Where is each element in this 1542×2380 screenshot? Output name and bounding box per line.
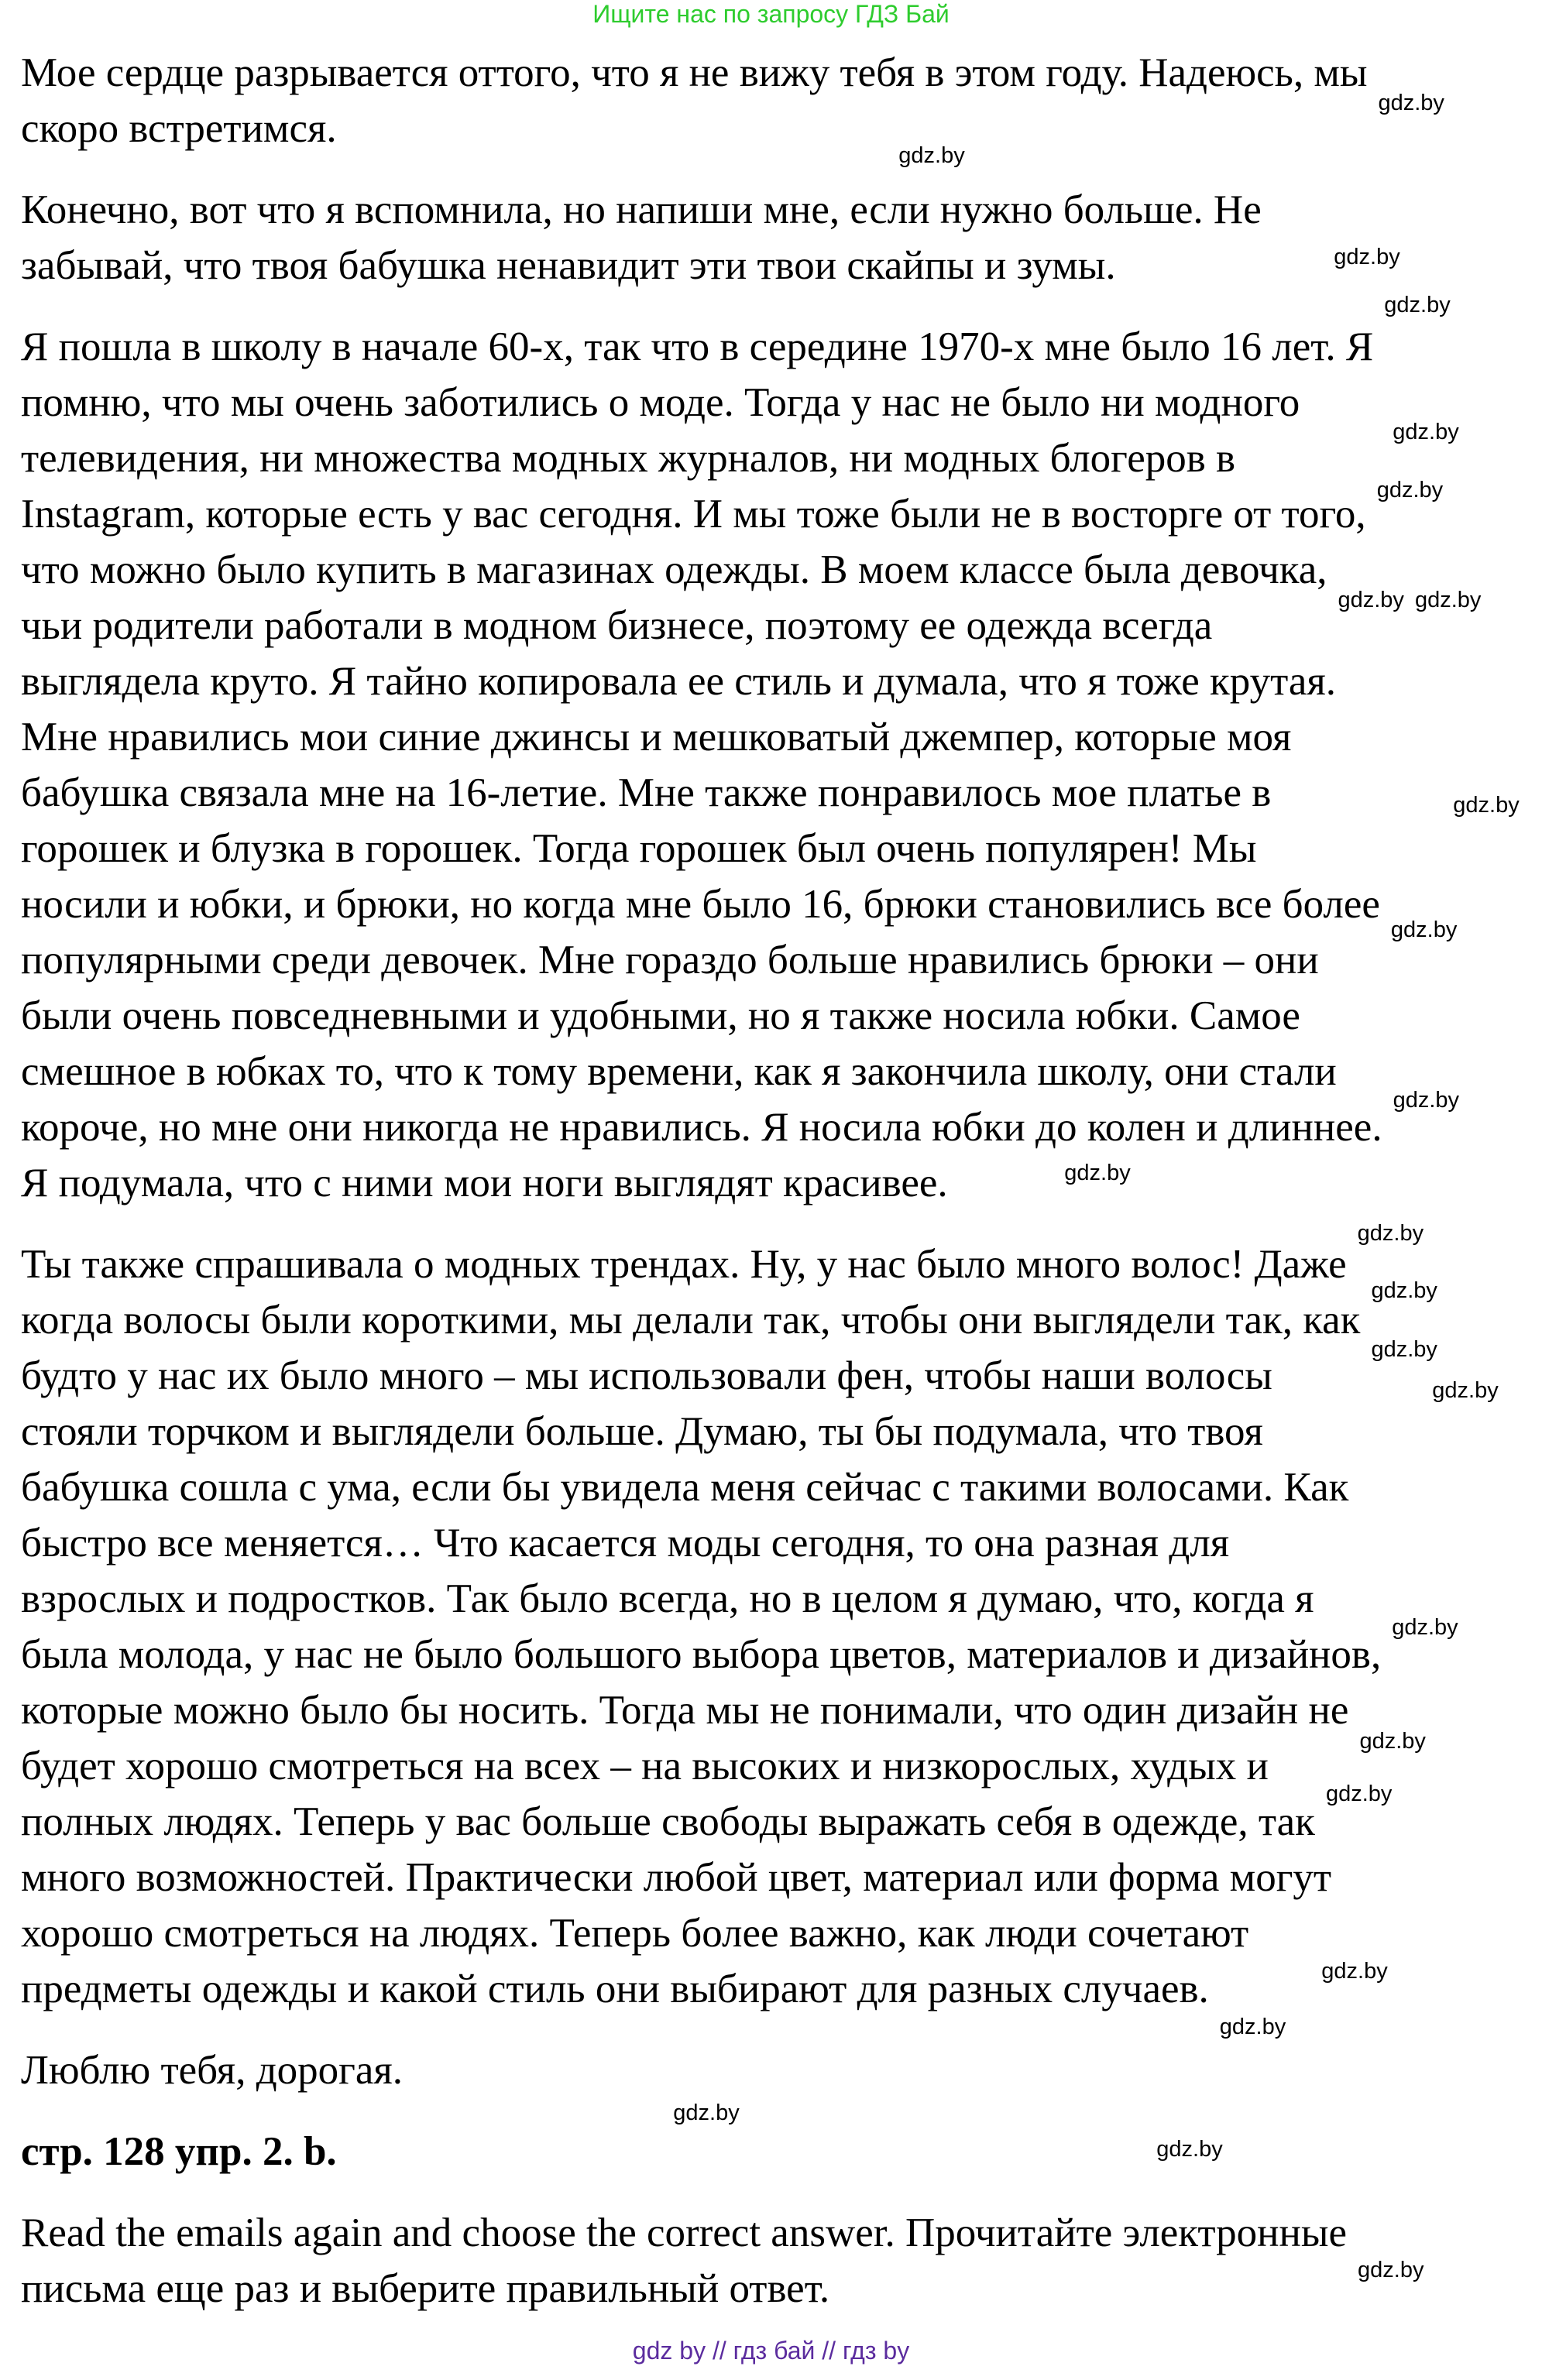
watermark-text: gdz.by <box>1358 2258 1424 2282</box>
text-line: которые можно было бы носить. Тогда мы не понимали, что один дизайн не <box>21 1688 1349 1733</box>
watermark-text: gdz.by <box>1378 91 1444 115</box>
paragraph <box>21 182 1531 293</box>
paragraph <box>21 2205 1531 2317</box>
text-line: будет хорошо смотреться на всех – на высоких и низкорослых, худых и <box>21 1744 1269 1788</box>
text-line: бабушка связала мне на 16-летие. Мне также понравилось мое платье в <box>21 770 1272 815</box>
exercise-heading <box>21 2124 1531 2179</box>
text-line: стояли торчком и выглядели больше. Думаю, ты бы подумала, что твоя <box>21 1409 1263 1454</box>
text-line: хорошо смотреться на людях. Теперь более важно, как люди сочетают <box>21 1911 1249 1956</box>
text-line: Read the emails again and choose the correct answer. Прочитайте электронные <box>21 2210 1348 2255</box>
watermark-text: gdz.by <box>1064 1161 1131 1185</box>
watermark-text: gdz.by <box>1393 1088 1460 1113</box>
text-line: чьи родители работали в модном бизнесе, поэтому ее одежда всегда <box>21 603 1213 648</box>
watermark-text: gdz.by <box>1384 293 1451 317</box>
text-line: будто у нас их было много – мы использовали фен, чтобы наши волосы <box>21 1353 1272 1398</box>
text-line: выглядела круто. Я тайно копировала ее стиль и думала, что я тоже крутая. <box>21 659 1337 704</box>
text-line: быстро все меняется… Что касается моды сегодня, то она разная для <box>21 1521 1230 1566</box>
text-line: Мое сердце разрывается оттого, что я не вижу тебя в этом году. Надеюсь, мы <box>21 50 1368 95</box>
watermark-text: gdz.by <box>1432 1378 1499 1403</box>
text-line: забывай, что твоя бабушка ненавидит эти твои скайпы и зумы. <box>21 243 1116 288</box>
watermark-text: gdz.by <box>1392 1615 1458 1640</box>
watermark-text: gdz.by <box>1219 2015 1286 2039</box>
paragraph <box>21 45 1531 156</box>
watermark-text: gdz.by <box>673 2101 740 2125</box>
paragraph <box>21 319 1531 1211</box>
text-line: были очень повседневными и удобными, но я также носила юбки. Самое <box>21 993 1300 1038</box>
paragraph <box>21 2042 1531 2098</box>
text-line: стр. 128 упр. 2. b. <box>21 2129 337 2174</box>
text-line: смешное в юбках то, что к тому времени, как я закончила школу, они стали <box>21 1049 1337 1094</box>
text-line: популярными среди девочек. Мне гораздо больше нравились брюки – они <box>21 938 1319 983</box>
search-hint-banner: Ищите нас по запросу ГДЗ Бай <box>592 0 950 28</box>
watermark-text: gdz.by <box>1390 917 1458 942</box>
text-line: Я пошла в школу в начале 60-х, так что в середине 1970-х мне было 16 лет. Я <box>21 324 1374 369</box>
text-line: взрослых и подростков. Так было всегда, но в целом я думаю, что, когда я <box>21 1576 1314 1621</box>
watermark-text: gdz.by <box>1156 2137 1223 2162</box>
watermark-text: gdz.by <box>1325 1782 1393 1806</box>
text-line: помню, что мы очень заботились о моде. Тогда у нас не было ни модного <box>21 380 1300 425</box>
text-line: скоро встретимся. <box>21 106 337 151</box>
text-line: Я подумала, что с ними мои ноги выглядят красивее. <box>21 1161 948 1205</box>
text-line: когда волосы были короткими, мы делали так, чтобы они выглядели так, как <box>21 1298 1361 1343</box>
document-body <box>21 45 1531 2342</box>
text-line: Конечно, вот что я вспомнила, но напиши мне, если нужно больше. Не <box>21 187 1262 232</box>
text-line: бабушка сошла с ума, если бы увидела меня сейчас с такими волосами. Как <box>21 1465 1349 1510</box>
text-line: Мне нравились мои синие джинсы и мешковатый джемпер, которые моя <box>21 715 1292 760</box>
text-line: Ты также спрашивала о модных трендах. Ну, у нас было много волос! Даже <box>21 1242 1347 1287</box>
watermark-text: gdz.by <box>1321 1959 1388 1984</box>
watermark-text: gdz.by <box>1334 245 1400 269</box>
watermark-text: gdz.by <box>1371 1278 1437 1303</box>
text-line: предметы одежды и какой стиль они выбирают для разных случаев. <box>21 1967 1209 2011</box>
text-line: телевидения, ни множества модных журналов, ни модных блогеров в <box>21 436 1236 481</box>
text-line: полных людях. Теперь у вас больше свободы выражать себя в одежде, так <box>21 1799 1315 1844</box>
watermark-text: gdz.by <box>1357 1221 1424 1246</box>
text-line: что можно было купить в магазинах одежды. В моем классе была девочка, <box>21 547 1327 592</box>
watermark-text: gdz.by <box>1453 793 1520 818</box>
text-line: была молода, у нас не было большого выбора цветов, материалов и дизайнов, <box>21 1632 1382 1677</box>
watermark-text: gdz.by <box>1338 588 1404 612</box>
watermark-text: gdz.by <box>1414 588 1482 612</box>
text-line: короче, но мне они никогда не нравились. Я носила юбки до колен и длиннее. <box>21 1105 1382 1150</box>
watermark-text: gdz.by <box>1393 420 1459 444</box>
text-line: письма еще раз и выберите правильный ответ. <box>21 2266 830 2311</box>
text-line: горошек и блузка в горошек. Тогда горошек был очень популярен! Мы <box>21 826 1257 871</box>
footer-links[interactable]: gdz by // гдз бай // гдз by <box>632 2337 910 2365</box>
watermark-text: gdz.by <box>898 143 965 168</box>
paragraph <box>21 1236 1531 2017</box>
watermark-text: gdz.by <box>1371 1337 1437 1362</box>
watermark-text: gdz.by <box>1359 1729 1426 1754</box>
text-line: Люблю тебя, дорогая. <box>21 2048 404 2093</box>
text-line: много возможностей. Практически любой цвет, материал или форма могут <box>21 1855 1332 1900</box>
text-line: Instagram, которые есть у вас сегодня. И мы тоже были не в восторге от того, <box>21 492 1366 537</box>
text-line: носили и юбки, и брюки, но когда мне было 16, брюки становились все более <box>21 882 1380 927</box>
watermark-text: gdz.by <box>1376 478 1444 502</box>
